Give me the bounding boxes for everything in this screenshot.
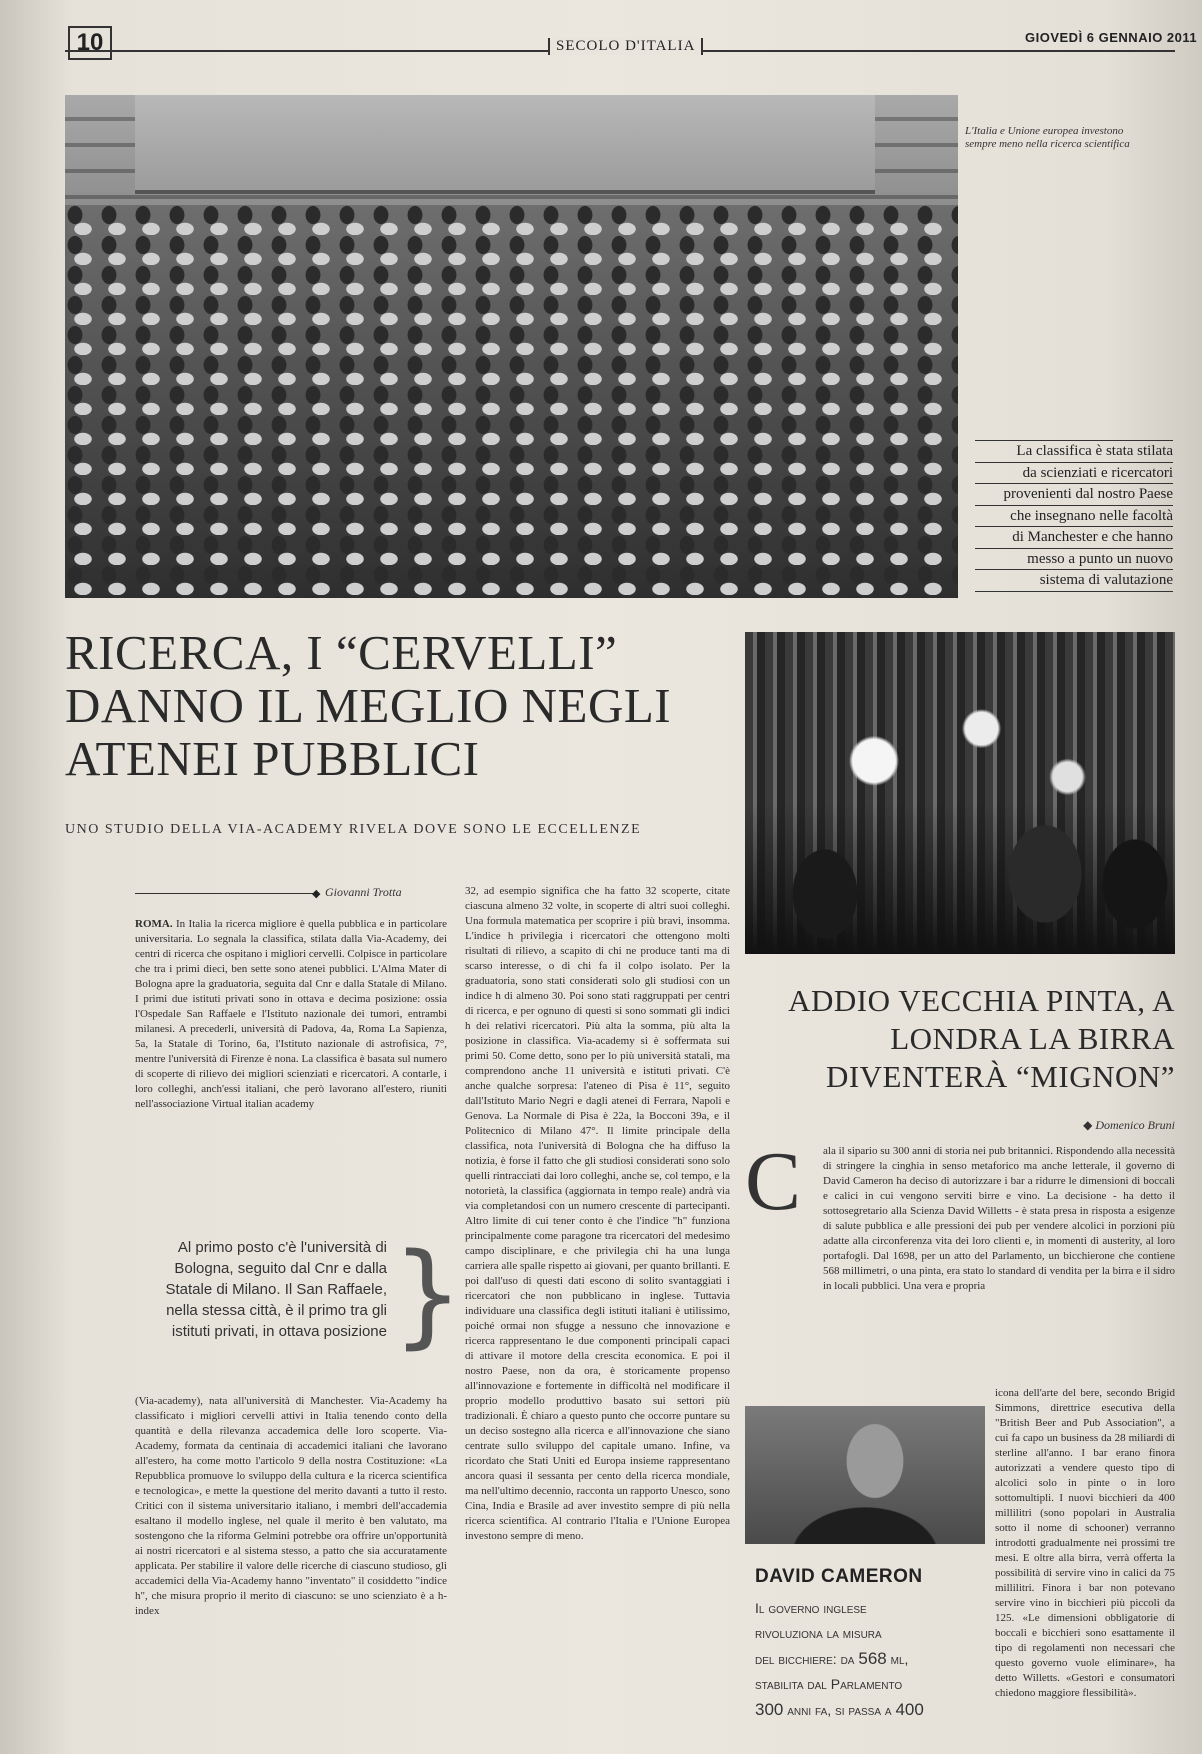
masthead: SECOLO D'ITALIA — [548, 38, 703, 55]
cameron-line: Il governo inglese — [755, 1600, 867, 1616]
photo-caption: L'Italia e Unione europea investono sempre meno nella ricerca scientifica — [965, 125, 1130, 150]
pull-box-line: La classifica è stata stilata — [975, 440, 1173, 463]
photo-students — [65, 205, 958, 598]
main-headline: RICERCA, I “CERVELLI” DANNO IL MEGLIO NEGLI ATENEI PUBBLICI — [65, 625, 672, 786]
cameron-number: 400 — [895, 1700, 924, 1719]
side-article-bottom — [995, 1386, 1175, 1701]
main-article-col2 — [465, 884, 730, 1544]
pull-box-line: che insegnano nelle facoltà — [975, 506, 1173, 528]
pull-box-line: provenienti dal nostro Paese — [975, 484, 1173, 506]
side-byline: ◆ Domenico Bruni — [1083, 1118, 1175, 1132]
dateline: ROMA. — [135, 918, 173, 930]
cameron-line: 300 anni fa, si passa a 400 — [755, 1700, 924, 1719]
main-byline: Giovanni Trotta — [325, 885, 402, 899]
pull-box-line: di Manchester e che hanno — [975, 527, 1173, 549]
side-article-top — [823, 1144, 1175, 1294]
cameron-line: del bicchiere: da 568 ml, — [755, 1649, 909, 1668]
main-article-col1-top — [135, 917, 447, 1112]
issue-date: GIOVEDÌ 6 GENNAIO 2011 — [1025, 30, 1198, 45]
cameron-description — [755, 1596, 985, 1723]
article-text: (Via-academy), nata all'università di Manchester. Via-Academy ha classificato i migliori cervelli attivi in Italia tenendo conto della quantità e della rilevanza accademica delle loro scoperte. Via-Academy, formata da centinaia di accademici italiani che lavorano all'estero, ha come motto l'articolo 9 della nostra Costituzione: «La Repubblica promuove lo sviluppo della cultura e la ricerca scientifica e tecnologica», e mette la questione del merito davanti a tutto il resto. Critici con il sistema universitario italiano, i membri dell'accademia esaltano il modello inglese, nel quale il merito è ben valutato, ma sostengono che la riforma Gelmini potrebbe ora offrire un'opportunità ai nostri ricercatori e al sistema stesso, a patto che sia accuratamente applicata. Per stabilire il valore delle ricerche di ciascuno studioso, gli accademici della Via-Academy hanno "inventato" il cosiddetto "indice h", che misura proprio il merito di ciascuno: se uno scienziato è a h-index — [135, 1395, 447, 1617]
article-text: ala il sipario su 300 anni di storia nei pub britannici. Rispondendo alla necessità di stringere la cinghia in senso metaforico ma anche letterale, il governo di David Cameron ha deciso di autorizzare i bar a ridurre le dimensioni di boccali e calici in cui vengono serviti birre e vino. La decisione - ha detto il sottosegretario alla Scienza David Willetts - è stata presa in risposta a esigenze di salute pubblica e alle pressioni dei pub per vendere alcolici in porzioni più adatte alla circonferenza vita dei loro clienti e, in momenti di austerity, al loro portafogli. Dal 1698, per un atto del Parlamento, un bicchierone che contiene 568 millimetri, o una pinta, era stato lo standard di vendita per la birra e il sidro in locali pubblici. Una vera e propria — [823, 1145, 1175, 1292]
photo-patrons — [745, 804, 1175, 954]
pull-quote: Al primo posto c'è l'università di Bologna, seguito dal Cnr e dalla Statale di Milano. Il San Raffaele, nella stessa città, è il primo tra gli istituti privati, in ottava posizione — [165, 1239, 387, 1340]
pull-box-line: da scienziati e ricercatori — [975, 463, 1173, 485]
pull-box-line: sistema di valutazione — [975, 570, 1173, 592]
diamond-icon: ◆ — [312, 888, 321, 900]
lecture-hall-photo — [65, 95, 958, 598]
pub-photo — [745, 632, 1175, 954]
pull-box — [975, 440, 1173, 592]
pull-box-line: messo a punto un nuovo — [975, 549, 1173, 571]
main-subheadline: UNO STUDIO DELLA VIA-ACADEMY RIVELA DOVE SONO LE ECCELLENZE — [65, 822, 642, 837]
byline-rule — [135, 893, 313, 894]
page-number: 10 — [68, 26, 112, 60]
cameron-photo — [745, 1406, 985, 1544]
article-text: icona dell'arte del bere, secondo Brigid Simmons, direttrice esecutiva della "British Beer and Pub Association", a cui fa capo un business da 28 miliardi di sterline all'anno. I bar erano finora autorizzati a vendere questo tipo di alcolici solo in pinte o in loro sottomultipli. I nuovi bicchieri da 400 millilitri (sono popolari in Australia sotto il nome di schooner) verranno introdotti gradualmente nei prossimi tre mesi. E oltre alla birra, verrà offerta la possibilità di servire vino in calici da 75 millilitri. Finora i bar non potevano servire vino in bicchieri più piccoli da 125. «Le dimensioni obbligatorie di boccali e bicchieri sono esattamente il tipo di regolamenti non necessari che questo governo vuole eliminare», ha detto Willetts. «Gestori e consumatori chiedono maggiore flessibilità». — [995, 1387, 1175, 1699]
article-text: 32, ad esempio significa che ha fatto 32 scoperte, citate ciascuna almeno 32 volte, in scoperte di altri suoi colleghi. Una formula matematica per scoprire i più bravi, insomma. L'indice h privilegia i ricercatori che ottengono molti risultati di rilievo, a scapito di chi ne produce tanti ma di scarso interesse, o di chi fa il colpo isolato. Per la graduatoria, sono stati considerati solo gli studiosi con un indice h di almeno 30. Poi sono stati raggruppati per centri di ricerca, e per ognuno di questi si sono sommati gli indici h dei relativi ricercatori. Più alta la somma, più alta la posizione in classifica. Via-academy si è soffermata sui primi 50. Come detto, sono per lo più università statali, ma comprendono anche 11 università e istituti privati. C'è anche qualche sorpresa: l'ateneo di Pisa è 11°, seguito dall'Istituto Mario Negri e dagli atenei di Ferrara, Napoli e Genova. La Normale di Pisa è 22a, la Bocconi 39a, e il Politecnico di Milano 47°. Il limite principale della classifica, nota l'università di Bologna che ha diffuso la notizia, è forse il fatto che gli studiosi considerati sono solo quelli rintracciati dai loro colleghi, anche se, col tempo, e la notorietà, la classifica (aggiornata in tempo reale) andrà via via completandosi con un numero crescente di partecipanti. Altro limite di cui tener conto è che l'indice "h" funziona principalmente come paragone tra ricercatori del medesimo campo disciplinare, e che privilegia chi ha una lunga carriera alle spalle rispetto ai giovani, per quanto brillanti. E poi dall'uso di questi dati escono di solito svantaggiati i ricercatori che non pubblicano in inglese. Tuttavia individuare una classifica degli istituti italiani è utilissimo, poiché ormai non sfugge a nessuno che innovazione e ricerca rappresentano le due componenti principali capaci di attivare il motore della crescita economica. E poi il nostro Paese, non da ora, è storicamente propenso all'innovazione e fortemente in difficoltà nel modificare il proprio modello produttivo basato sui settori più tradizionali. È chiaro a questo punto che occorre puntare su un deciso sostegno alla ricerca e all'innovazione che siano centrate sullo sviluppo del capitale umano. Infine, va ricordato che Stati Uniti ed Europa insieme rappresentano ancora quasi il sessanta per cento della ricerca mondiale, ma nell'ultimo decennio, racconta un rapporto Unesco, sono Cina, India e Brasile ad aver investito sempre di più nella ricerca scientifica. Al contrario l'Italia e l'Unione Europea investono sempre di meno. — [465, 885, 730, 1542]
side-author: Domenico Bruni — [1095, 1118, 1175, 1132]
cameron-line: stabilita dal Parlamento — [755, 1676, 903, 1692]
side-headline: ADDIO VECCHIA PINTA, A LONDRA LA BIRRA DIVENTERÀ “MIGNON” — [788, 983, 1175, 1094]
main-article-col1-bottom — [135, 1394, 447, 1619]
article-text: In Italia la ricerca migliore è quella pubblica e in particolare universitaria. Lo segnala la classifica, stilata dalla Via-Academy, dei centri di ricerca che ospitano i migliori cervelli. Colpisce in particolare che tra i primi dieci, ben sette sono atenei pubblici. L'Alma Mater di Bologna apre la graduatoria, seguita dal Cnr e dalla Statale di Milano. I primi due istituti privati sono in ottava e decima posizione: ossia l'Ospedale San Raffaele e l'Istituto nazionale dei tumori, entrambi milanesi. A precederli, università di Padova, 4a, Roma La Sapienza, 5a, la Statale di Torino, 6a, l'Istituto nazionale di astrofisica, 7°, mentre l'università di Firenze è nona. La classifica è basata sul numero di scoperte di rilievo dei migliori scienziati e ricercatori. A contarle, i loro colleghi, anch'essi italiani, che però lavorano all'estero, riuniti nell'associazione Virtual italian academy — [135, 918, 447, 1110]
cameron-name: DAVID CAMERON — [755, 1566, 923, 1587]
photo-wall — [135, 95, 875, 194]
cameron-number: 568 — [858, 1649, 887, 1668]
cameron-line: rivoluziona la misura — [755, 1625, 882, 1641]
drop-cap: C — [745, 1135, 802, 1228]
cameron-number: 300 — [755, 1700, 784, 1719]
brace-icon: } — [392, 1230, 464, 1360]
